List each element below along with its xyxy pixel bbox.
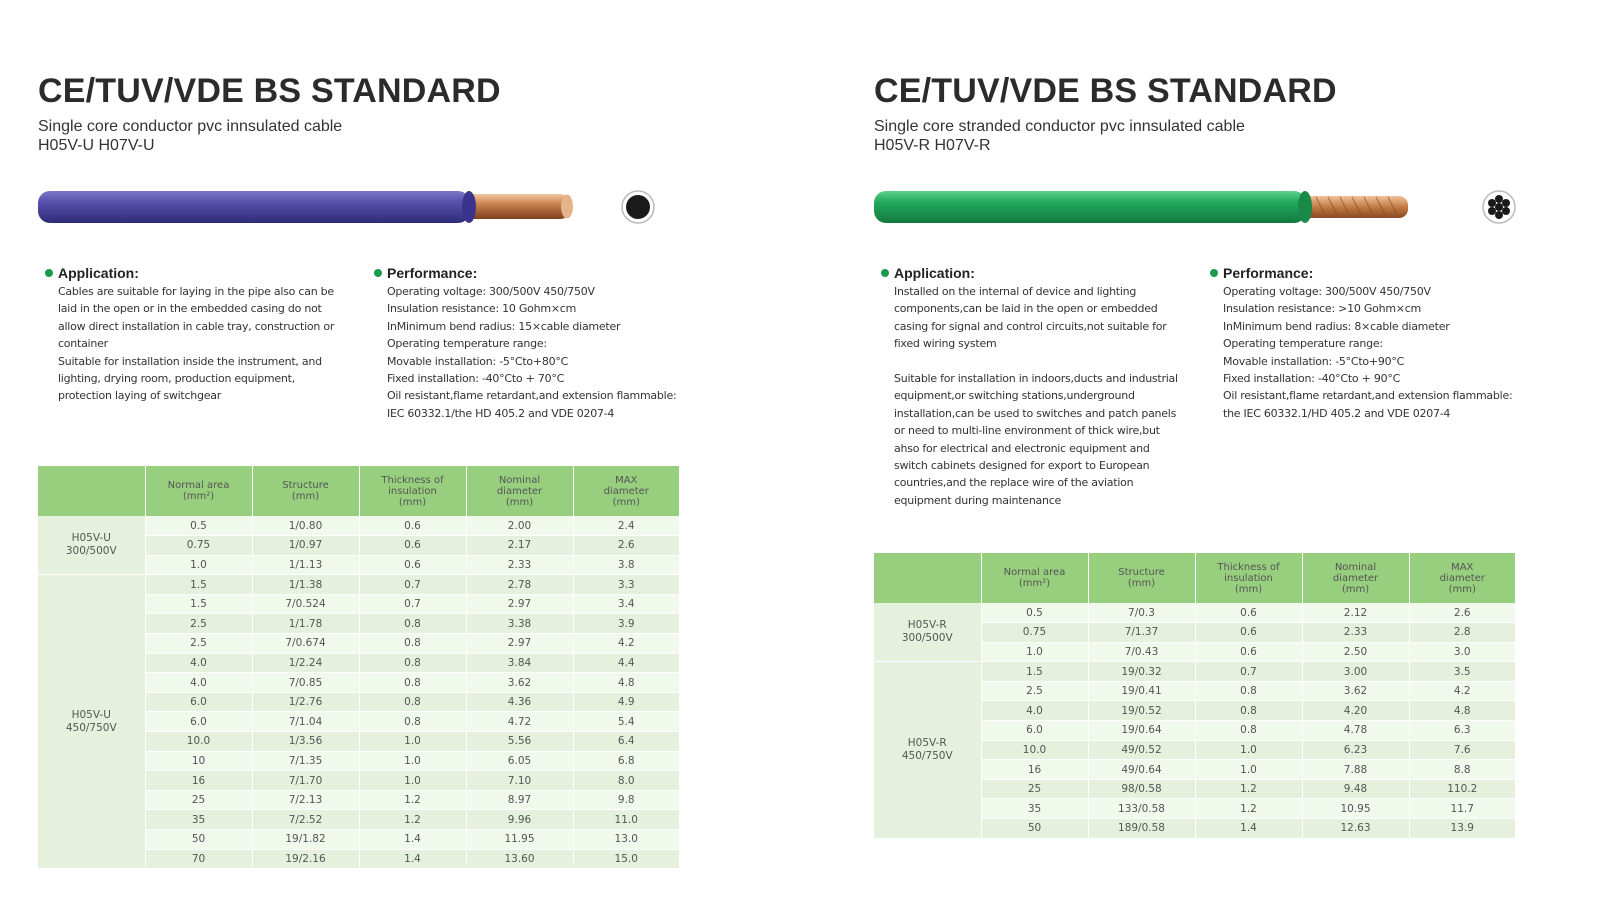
table-cell: 9.48 bbox=[1302, 779, 1409, 799]
table-cell: 8.0 bbox=[573, 771, 679, 791]
table-cell: 4.9 bbox=[573, 692, 679, 712]
text-line: Operating temperature range: bbox=[387, 337, 547, 351]
table-cell: 2.50 bbox=[1302, 642, 1409, 662]
model-codes: H05V-U H07V-U bbox=[38, 137, 155, 154]
header-cell bbox=[1409, 553, 1515, 603]
bullet-icon bbox=[1210, 269, 1218, 277]
table-cell: 0.7 bbox=[359, 575, 466, 595]
table-cell: 13.9 bbox=[1409, 819, 1515, 839]
table-cell: 4.36 bbox=[466, 692, 573, 712]
header-label: (mm) bbox=[291, 491, 320, 502]
table-cell: 2.6 bbox=[573, 536, 679, 556]
text-line: Suitable for installation inside the instrument, and bbox=[58, 354, 322, 368]
table-cell: 0.8 bbox=[359, 712, 466, 732]
table-cell: 5.56 bbox=[466, 732, 573, 752]
text-line: switch cabinets designed for export to European bbox=[894, 458, 1150, 472]
text-line: Oil resistant,flame retardant,and extension flammable: bbox=[387, 389, 677, 403]
text-line: Suitable for installation in indoors,ducts and industrial bbox=[894, 371, 1178, 385]
header-label: Normal area bbox=[1003, 567, 1066, 578]
text-line: Insulation resistance: 10 Gohm×cm bbox=[387, 302, 577, 316]
table-row bbox=[874, 662, 1515, 682]
voltage-rating: 300/500V bbox=[901, 632, 953, 645]
group-label-cell bbox=[874, 603, 981, 662]
table-cell: 4.20 bbox=[1302, 701, 1409, 721]
table-cell: 1.2 bbox=[359, 790, 466, 810]
table-cell: 1/2.76 bbox=[252, 692, 359, 712]
bullet-icon bbox=[45, 269, 53, 277]
table-cell: 0.8 bbox=[1195, 681, 1302, 701]
table-cell: 49/0.64 bbox=[1088, 760, 1195, 780]
table-cell: 19/2.16 bbox=[252, 849, 359, 869]
header-label: insulation bbox=[388, 485, 437, 497]
table-cell: 7.6 bbox=[1409, 740, 1515, 760]
header-cell bbox=[1088, 553, 1195, 603]
table-cell: 1/0.80 bbox=[252, 516, 359, 536]
table-cell: 50 bbox=[981, 819, 1088, 839]
table-cell: 7/1.04 bbox=[252, 712, 359, 732]
header-label: (mm) bbox=[1127, 578, 1156, 589]
table-cell: 4.2 bbox=[1409, 681, 1515, 701]
table-cell: 0.8 bbox=[359, 653, 466, 673]
table-cell: 10 bbox=[145, 751, 252, 771]
table-cell: 1.0 bbox=[981, 642, 1088, 662]
table-cell: 7.88 bbox=[1302, 760, 1409, 780]
voltage-rating: 300/500V bbox=[65, 545, 117, 558]
application-text bbox=[45, 283, 334, 405]
table-cell: 0.75 bbox=[145, 536, 252, 556]
table-cell: 6.05 bbox=[466, 751, 573, 771]
table-cell: 6.0 bbox=[145, 692, 252, 712]
performance-text bbox=[374, 283, 676, 422]
text-line: countries,and the replace wire of the aviation bbox=[894, 476, 1134, 490]
table-cell: 2.5 bbox=[145, 614, 252, 634]
text-line: installation,can be used to switches and patch panels bbox=[894, 406, 1177, 420]
table-cell: 1.0 bbox=[359, 732, 466, 752]
application-text bbox=[881, 283, 1178, 509]
text-line: Movable installation: -5°Cto+80°C bbox=[387, 354, 569, 368]
table-cell: 0.75 bbox=[981, 623, 1088, 643]
header-cell bbox=[359, 466, 466, 516]
cable-stranded-image bbox=[874, 189, 1524, 225]
table-cell: 4.0 bbox=[981, 701, 1088, 721]
text-line: protection laying of switchgear bbox=[58, 389, 221, 403]
table-cell: 0.8 bbox=[1195, 701, 1302, 721]
table-cell: 16 bbox=[981, 760, 1088, 780]
header-label: diameter bbox=[496, 485, 543, 497]
table-cell: 2.4 bbox=[573, 516, 679, 536]
table-body bbox=[874, 603, 1515, 838]
table-cell: 1.2 bbox=[359, 810, 466, 830]
spec-table bbox=[38, 466, 679, 869]
header-label: (mm) bbox=[1341, 583, 1370, 595]
header-label: MAX bbox=[1451, 561, 1474, 573]
right-panel bbox=[836, 0, 1600, 917]
table-cell: 1/0.97 bbox=[252, 536, 359, 556]
spec-table bbox=[874, 553, 1515, 839]
header-label: (mm) bbox=[612, 496, 640, 508]
table-cell: 2.5 bbox=[981, 681, 1088, 701]
header-cell-empty bbox=[874, 553, 981, 603]
text-line: equipment,or switching stations,underground bbox=[894, 389, 1135, 403]
performance-section bbox=[374, 265, 676, 422]
header-label: Nominal bbox=[498, 474, 541, 486]
table-cell: 8.8 bbox=[1409, 760, 1515, 780]
table-row bbox=[38, 575, 679, 595]
table-cell: 12.63 bbox=[1302, 819, 1409, 839]
table-row bbox=[874, 603, 1515, 623]
table-cell: 13.60 bbox=[466, 849, 573, 869]
table-cell: 4.4 bbox=[573, 653, 679, 673]
model-code: H05V-U bbox=[71, 532, 111, 545]
group-label-cell bbox=[874, 662, 981, 838]
page-title: CE/TUV/VDE BS STANDARD bbox=[38, 72, 501, 110]
subtitle bbox=[874, 117, 1245, 155]
text-line: Cables are suitable for laying in the pipe also can be bbox=[58, 285, 334, 298]
model-code: H05V-R bbox=[907, 619, 947, 632]
text-line: equipment during maintenance bbox=[894, 493, 1062, 507]
table-cell: 4.8 bbox=[1409, 701, 1515, 721]
table-cell: 2.33 bbox=[466, 555, 573, 575]
table-cell: 2.6 bbox=[1409, 603, 1515, 623]
table-cell: 5.4 bbox=[573, 712, 679, 732]
header-cell bbox=[252, 466, 359, 516]
table-cell: 6.3 bbox=[1409, 721, 1515, 741]
table-cell: 7/1.37 bbox=[1088, 623, 1195, 643]
table-cell: 7/2.52 bbox=[252, 810, 359, 830]
header-label: (mm) bbox=[398, 496, 427, 508]
table-cell: 189/0.58 bbox=[1088, 819, 1195, 839]
text-line: fixed wiring system bbox=[894, 337, 997, 351]
group-label-cell bbox=[38, 575, 145, 869]
header-label: diameter bbox=[1439, 572, 1485, 584]
table-cell: 4.78 bbox=[1302, 721, 1409, 741]
table-cell: 0.8 bbox=[359, 614, 466, 634]
table-row bbox=[38, 516, 679, 536]
table-cell: 1.5 bbox=[981, 662, 1088, 682]
table-cell: 11.0 bbox=[573, 810, 679, 830]
table-cell: 110.2 bbox=[1409, 779, 1515, 799]
text-line: ahso for electrical and electronic equipment and bbox=[894, 441, 1150, 455]
table-cell: 133/0.58 bbox=[1088, 799, 1195, 819]
table-cell: 1/3.56 bbox=[252, 732, 359, 752]
text-line: allow direct installation in cable tray, construction or bbox=[58, 319, 335, 333]
table-cell: 4.2 bbox=[573, 634, 679, 654]
header-label: MAX bbox=[615, 474, 638, 486]
text-line: casing for signal and control circuits,not suitable for bbox=[894, 319, 1167, 333]
table-cell: 1/1.78 bbox=[252, 614, 359, 634]
table-cell: 4.72 bbox=[466, 712, 573, 732]
table-cell: 35 bbox=[981, 799, 1088, 819]
text-line: components,can be laid in the open or embedded bbox=[894, 302, 1158, 316]
table-cell: 3.62 bbox=[466, 673, 573, 693]
page-title: CE/TUV/VDE BS STANDARD bbox=[874, 72, 1337, 110]
table-cell: 1.0 bbox=[359, 771, 466, 791]
table-cell: 0.6 bbox=[359, 555, 466, 575]
header-cell bbox=[1302, 553, 1409, 603]
text-line: IEC 60332.1/the HD 405.2 and VDE 0207-4 bbox=[387, 406, 615, 420]
header-cell bbox=[1195, 553, 1302, 603]
table-cell: 7/0.43 bbox=[1088, 642, 1195, 662]
table-cell: 10.95 bbox=[1302, 799, 1409, 819]
table-cell: 2.00 bbox=[466, 516, 573, 536]
table-cell: 19/1.82 bbox=[252, 830, 359, 850]
text-line: Insulation resistance: >10 Gohm×cm bbox=[1223, 302, 1422, 316]
table-cell: 19/0.41 bbox=[1088, 681, 1195, 701]
bullet-icon bbox=[881, 269, 889, 277]
table-cell: 0.5 bbox=[981, 603, 1088, 623]
table-cell: 3.38 bbox=[466, 614, 573, 634]
text-line: Oil resistant,flame retardant,and extension flammable: bbox=[1223, 389, 1513, 403]
table-cell: 7/0.674 bbox=[252, 634, 359, 654]
table-cell: 0.5 bbox=[145, 516, 252, 536]
table-cell: 0.6 bbox=[1195, 603, 1302, 623]
voltage-rating: 450/750V bbox=[901, 749, 953, 762]
table-cell: 0.7 bbox=[1195, 662, 1302, 682]
table-cell: 4.0 bbox=[145, 673, 252, 693]
table-cell: 1.5 bbox=[145, 575, 252, 595]
table-cell: 49/0.52 bbox=[1088, 740, 1195, 760]
model-codes: H05V-R H07V-R bbox=[874, 137, 991, 154]
header-label: (mm) bbox=[1234, 583, 1263, 595]
table-cell: 0.6 bbox=[1195, 623, 1302, 643]
model-code: H05V-U bbox=[71, 708, 111, 721]
table-cell: 6.8 bbox=[573, 751, 679, 771]
table-cell: 6.0 bbox=[145, 712, 252, 732]
table-cell: 0.6 bbox=[1195, 642, 1302, 662]
table-cell: 70 bbox=[145, 849, 252, 869]
table-cell: 2.97 bbox=[466, 634, 573, 654]
table-cell: 1/1.13 bbox=[252, 555, 359, 575]
table-cell: 0.8 bbox=[1195, 721, 1302, 741]
header-label: diameter bbox=[603, 485, 649, 497]
subtitle bbox=[38, 117, 342, 155]
table-cell: 3.62 bbox=[1302, 681, 1409, 701]
text-line: InMinimum bend radius: 15×cable diameter bbox=[387, 319, 621, 333]
application-section bbox=[45, 265, 334, 405]
table-cell: 3.00 bbox=[1302, 662, 1409, 682]
text-line: lighting, drying room, production equipment, bbox=[58, 371, 295, 385]
text-line: Fixed installation: -40°Cto + 70°C bbox=[387, 371, 565, 385]
header-label: (mm) bbox=[1448, 583, 1476, 595]
table-cell: 10.0 bbox=[981, 740, 1088, 760]
table-cell: 11.7 bbox=[1409, 799, 1515, 819]
table-cell: 1.4 bbox=[1195, 819, 1302, 839]
performance-section bbox=[1210, 265, 1512, 422]
table-cell: 11.95 bbox=[466, 830, 573, 850]
text-line: Operating voltage: 300/500V 450/750V bbox=[387, 285, 595, 298]
table-body bbox=[38, 516, 679, 869]
header-label: (mm) bbox=[505, 496, 534, 508]
table-cell: 2.12 bbox=[1302, 603, 1409, 623]
table-cell: 10.0 bbox=[145, 732, 252, 752]
table-cell: 19/0.32 bbox=[1088, 662, 1195, 682]
table-cell: 6.4 bbox=[573, 732, 679, 752]
table-cell: 0.6 bbox=[359, 536, 466, 556]
table-cell: 0.8 bbox=[359, 634, 466, 654]
text-line: or need to multi-line environment of thick wire,but bbox=[894, 424, 1160, 438]
table-cell: 1.5 bbox=[145, 594, 252, 614]
table-cell: 1.2 bbox=[1195, 779, 1302, 799]
table-cell: 3.0 bbox=[1409, 642, 1515, 662]
text-line: laid in the open or in the embedded casing do not bbox=[58, 302, 322, 316]
table-cell: 7/0.524 bbox=[252, 594, 359, 614]
header-label: insulation bbox=[1224, 572, 1273, 584]
table-cell: 35 bbox=[145, 810, 252, 830]
application-section bbox=[881, 265, 1178, 509]
table-cell: 7.10 bbox=[466, 771, 573, 791]
header-label: Nominal bbox=[1334, 561, 1377, 573]
application-heading: Application: bbox=[58, 265, 139, 281]
table-header bbox=[874, 553, 1515, 603]
header-cell bbox=[573, 466, 679, 516]
table-cell: 3.9 bbox=[573, 614, 679, 634]
header-label: (mm²) bbox=[182, 491, 215, 502]
table-cell: 9.8 bbox=[573, 790, 679, 810]
table-cell: 13.0 bbox=[573, 830, 679, 850]
header-label: Thickness of bbox=[1217, 561, 1280, 573]
text-line: Movable installation: -5°Cto+90°C bbox=[1223, 354, 1405, 368]
header-cell-empty bbox=[38, 466, 145, 516]
table-cell: 3.8 bbox=[573, 555, 679, 575]
table-cell: 2.33 bbox=[1302, 623, 1409, 643]
table-cell: 19/0.64 bbox=[1088, 721, 1195, 741]
performance-text bbox=[1210, 283, 1512, 422]
text-line: InMinimum bend radius: 8×cable diameter bbox=[1223, 319, 1450, 333]
text-line: Operating voltage: 300/500V 450/750V bbox=[1223, 285, 1431, 298]
bullet-icon bbox=[374, 269, 382, 277]
table-header bbox=[38, 466, 679, 516]
table-cell: 16 bbox=[145, 771, 252, 791]
text-line bbox=[894, 353, 1178, 370]
table-cell: 9.96 bbox=[466, 810, 573, 830]
table-cell: 0.6 bbox=[359, 516, 466, 536]
text-line: Fixed installation: -40°Cto + 90°C bbox=[1223, 371, 1401, 385]
header-row bbox=[38, 466, 679, 516]
table-cell: 4.0 bbox=[145, 653, 252, 673]
table-cell: 3.84 bbox=[466, 653, 573, 673]
header-label: Thickness of bbox=[381, 474, 444, 486]
header-label: Normal area bbox=[167, 480, 230, 491]
group-label-cell bbox=[38, 516, 145, 575]
table-cell: 2.8 bbox=[1409, 623, 1515, 643]
table-cell: 15.0 bbox=[573, 849, 679, 869]
table-cell: 1/1.38 bbox=[252, 575, 359, 595]
table-cell: 2.97 bbox=[466, 594, 573, 614]
table-cell: 4.8 bbox=[573, 673, 679, 693]
table-cell: 7/1.35 bbox=[252, 751, 359, 771]
performance-heading: Performance: bbox=[1223, 265, 1314, 281]
table-cell: 7/2.13 bbox=[252, 790, 359, 810]
header-cell bbox=[466, 466, 573, 516]
table-cell: 0.8 bbox=[359, 692, 466, 712]
table-cell: 1.4 bbox=[359, 830, 466, 850]
text-line: Operating temperature range: bbox=[1223, 337, 1383, 351]
table-cell: 1.0 bbox=[359, 751, 466, 771]
text-line: the IEC 60332.1/HD 405.2 and VDE 0207-4 bbox=[1223, 406, 1451, 420]
text-line: container bbox=[58, 337, 108, 351]
table-cell: 7/1.70 bbox=[252, 771, 359, 791]
model-code: H05V-R bbox=[907, 736, 947, 749]
header-label: Structure bbox=[1118, 567, 1165, 578]
header-label: Structure bbox=[282, 480, 329, 491]
table-cell: 1.0 bbox=[1195, 760, 1302, 780]
subtitle-line: Single core stranded conductor pvc innsulated cable bbox=[874, 118, 1245, 135]
table-cell: 2.78 bbox=[466, 575, 573, 595]
performance-heading: Performance: bbox=[387, 265, 478, 281]
table-cell: 1.2 bbox=[1195, 799, 1302, 819]
table-cell: 1.0 bbox=[145, 555, 252, 575]
subtitle-line: Single core conductor pvc innsulated cable bbox=[38, 118, 343, 135]
table-cell: 6.0 bbox=[981, 721, 1088, 741]
table-cell: 1/2.24 bbox=[252, 653, 359, 673]
cable-solid-image bbox=[38, 189, 658, 225]
table-cell: 50 bbox=[145, 830, 252, 850]
table-cell: 3.3 bbox=[573, 575, 679, 595]
voltage-rating: 450/750V bbox=[65, 721, 117, 734]
table-cell: 19/0.52 bbox=[1088, 701, 1195, 721]
text-line: Installed on the internal of device and lighting bbox=[894, 285, 1137, 298]
table-cell: 25 bbox=[145, 790, 252, 810]
table-cell: 8.97 bbox=[466, 790, 573, 810]
table-cell: 2.17 bbox=[466, 536, 573, 556]
table-cell: 7/0.3 bbox=[1088, 603, 1195, 623]
table-cell: 1.4 bbox=[359, 849, 466, 869]
header-row bbox=[874, 553, 1515, 603]
header-label: diameter bbox=[1332, 572, 1379, 584]
table-cell: 6.23 bbox=[1302, 740, 1409, 760]
header-label: (mm²) bbox=[1018, 578, 1051, 589]
table-cell: 25 bbox=[981, 779, 1088, 799]
table-cell: 0.8 bbox=[359, 673, 466, 693]
table-cell: 2.5 bbox=[145, 634, 252, 654]
table-cell: 3.4 bbox=[573, 594, 679, 614]
application-heading: Application: bbox=[894, 265, 975, 281]
table-cell: 0.7 bbox=[359, 594, 466, 614]
table-cell: 98/0.58 bbox=[1088, 779, 1195, 799]
header-cell bbox=[145, 466, 252, 516]
table-cell: 7/0.85 bbox=[252, 673, 359, 693]
table-cell: 1.0 bbox=[1195, 740, 1302, 760]
header-cell bbox=[981, 553, 1088, 603]
table-cell: 3.5 bbox=[1409, 662, 1515, 682]
